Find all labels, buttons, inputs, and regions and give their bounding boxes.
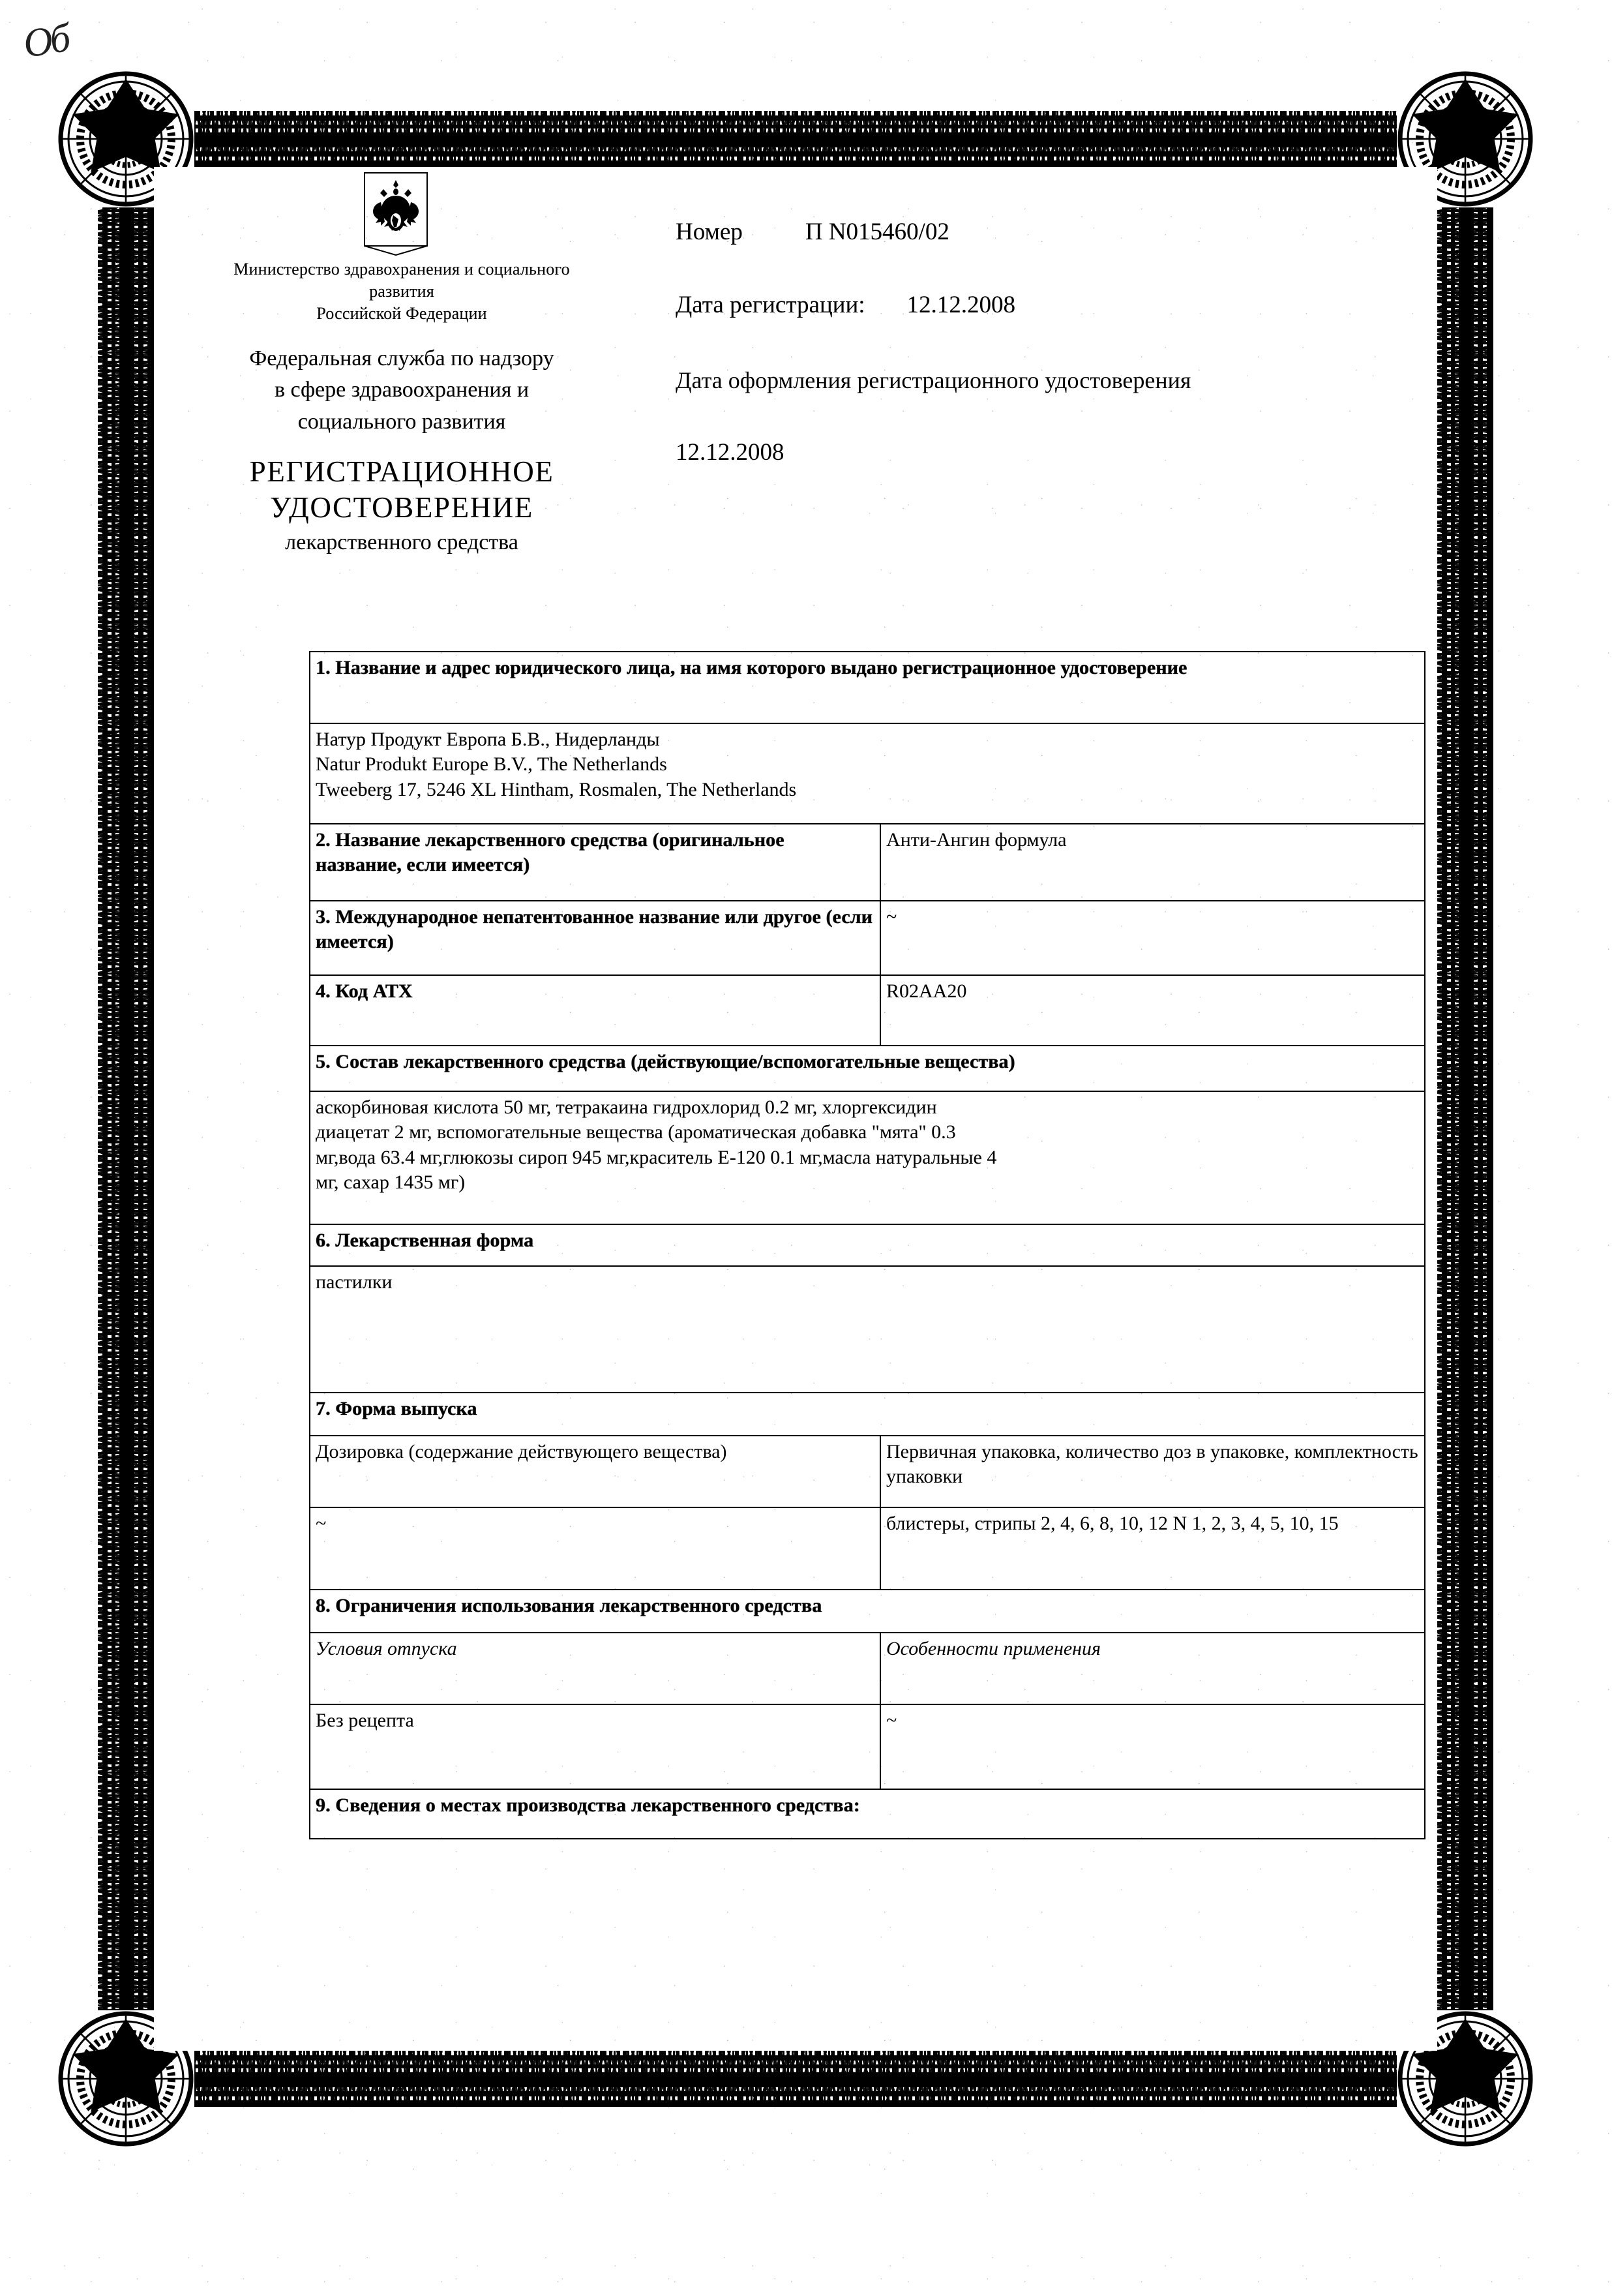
certificate-number-label: Номер <box>676 219 743 245</box>
agency-name <box>173 343 630 438</box>
composition-line-4: мг, сахар 1435 мг) <box>316 1171 466 1194</box>
section-3-value: ~ <box>880 901 1425 975</box>
page-title-line-2: УДОСТОВЕРЕНИЕ <box>270 491 533 524</box>
frame-band-bottom <box>98 2051 1493 2107</box>
issue-date-label: Дата оформления регистрационного удостоверения <box>676 367 1191 393</box>
section-5-heading: 5. Состав лекарственного средства (действующие/вспомогательные вещества) <box>310 1046 1425 1091</box>
section-8-heading: 8. Ограничения использования лекарственного средства <box>310 1590 1425 1633</box>
registration-date-label: Дата регистрации: <box>676 292 865 318</box>
issue-date-value: 12.12.2008 <box>676 439 784 466</box>
registration-form-table <box>309 651 1425 1839</box>
table-row-section-9-heading <box>310 1789 1425 1839</box>
section-1-holder-details <box>310 723 1425 824</box>
section-4-heading: 4. Код АТХ <box>310 975 880 1046</box>
handwritten-corner-annotation: Об <box>20 16 71 67</box>
holder-name-ru: Натур Продукт Европа Б.В., Нидерланды <box>316 729 660 750</box>
frame-band-left <box>98 111 154 2107</box>
section-8-col1-header: Условия отпуска <box>310 1633 880 1704</box>
certificate-header <box>154 167 1437 584</box>
table-row-section-1-body <box>310 723 1425 824</box>
registration-date-row <box>676 291 1015 319</box>
table-row-section-6-body <box>310 1266 1425 1393</box>
section-8-col1-value: Без рецепта <box>310 1704 880 1789</box>
ministry-line-2: развития <box>369 281 434 301</box>
table-row-section-2 <box>310 824 1425 901</box>
section-7-col1-header: Дозировка (содержание действующего вещества) <box>310 1436 880 1507</box>
section-6-dosage-form: пастилки <box>310 1266 1425 1393</box>
frame-band-right <box>1437 111 1493 2107</box>
holder-address: Tweeberg 17, 5246 XL Hintham, Rosmalen, The Netherlands <box>316 778 797 800</box>
ministry-line-1: Министерство здравохранения и социального <box>233 260 570 279</box>
section-1-heading: 1. Название и адрес юридического лица, на имя которого выдано регистрационное удостоверение <box>310 652 1425 723</box>
table-row-section-7-values <box>310 1507 1425 1590</box>
table-row-section-5-heading <box>310 1046 1425 1091</box>
composition-line-3: мг,вода 63.4 мг,глюкозы сироп 945 мг,краситель Е-120 0.1 мг,масла натуральные 4 <box>316 1146 997 1168</box>
table-row-section-8-subheaders <box>310 1633 1425 1704</box>
holder-name-en: Natur Produkt Europe B.V., The Netherlands <box>316 753 667 776</box>
table-row-section-3 <box>310 901 1425 975</box>
section-6-heading: 6. Лекарственная форма <box>310 1224 1425 1266</box>
section-3-heading: 3. Международное непатентованное название или другое (если имеется) <box>310 901 880 975</box>
section-7-col2-value: блистеры, стрипы 2, 4, 6, 8, 10, 12 N 1, 2, 3, 4, 5, 10, 15 <box>880 1507 1425 1590</box>
section-8-col2-value: ~ <box>880 1704 1425 1789</box>
agency-line-2: в сфере здравоохранения и <box>274 378 530 402</box>
agency-line-3: социального развития <box>297 409 506 434</box>
table-row-section-8-values <box>310 1704 1425 1789</box>
table-row-section-7-heading <box>310 1393 1425 1436</box>
frame-band-top <box>98 111 1493 167</box>
page-title <box>173 454 630 559</box>
section-7-heading: 7. Форма выпуска <box>310 1393 1425 1436</box>
section-7-col1-value: ~ <box>310 1507 880 1590</box>
section-9-heading: 9. Сведения о местах производства лекарственного средства: <box>310 1789 1425 1839</box>
table-row-section-8-heading <box>310 1590 1425 1633</box>
section-4-value: R02AA20 <box>880 975 1425 1046</box>
page-title-line-1: РЕГИСТРАЦИОННОЕ <box>249 455 554 488</box>
composition-line-2: диацетат 2 мг, вспомогательные вещества (ароматическая добавка "мята" 0.3 <box>316 1121 956 1143</box>
russian-coat-of-arms-icon <box>364 172 428 256</box>
section-8-col2-header: Особенности применения <box>880 1633 1425 1704</box>
section-2-heading: 2. Название лекарственного средства (оригинальное название, если имеется) <box>310 824 880 901</box>
table-row-section-1-heading <box>310 652 1425 723</box>
table-row-section-6-heading <box>310 1224 1425 1266</box>
certificate-number-row <box>676 218 949 246</box>
ministry-line-3: Российской Федерации <box>316 303 487 323</box>
registration-date-value: 12.12.2008 <box>906 292 1016 318</box>
agency-line-1: Федеральная служба по надзору <box>249 346 554 370</box>
section-7-col2-header: Первичная упаковка, количество доз в упаковке, комплектность упаковки <box>880 1436 1425 1507</box>
composition-line-1: аскорбиновая кислота 50 мг, тетракаина гидрохлорид 0.2 мг, хлоргексидин <box>316 1096 937 1118</box>
certificate-number-value: П N015460/02 <box>805 219 949 245</box>
table-row-section-4 <box>310 975 1425 1046</box>
section-2-value: Анти-Ангин формула <box>880 824 1425 901</box>
section-5-composition <box>310 1091 1425 1224</box>
table-row-section-5-body <box>310 1091 1425 1224</box>
certificate-paper-field <box>154 167 1437 2051</box>
table-row-section-7-subheaders <box>310 1436 1425 1507</box>
ministry-name <box>173 258 630 324</box>
page-title-line-3: лекарственного средства <box>285 530 518 554</box>
